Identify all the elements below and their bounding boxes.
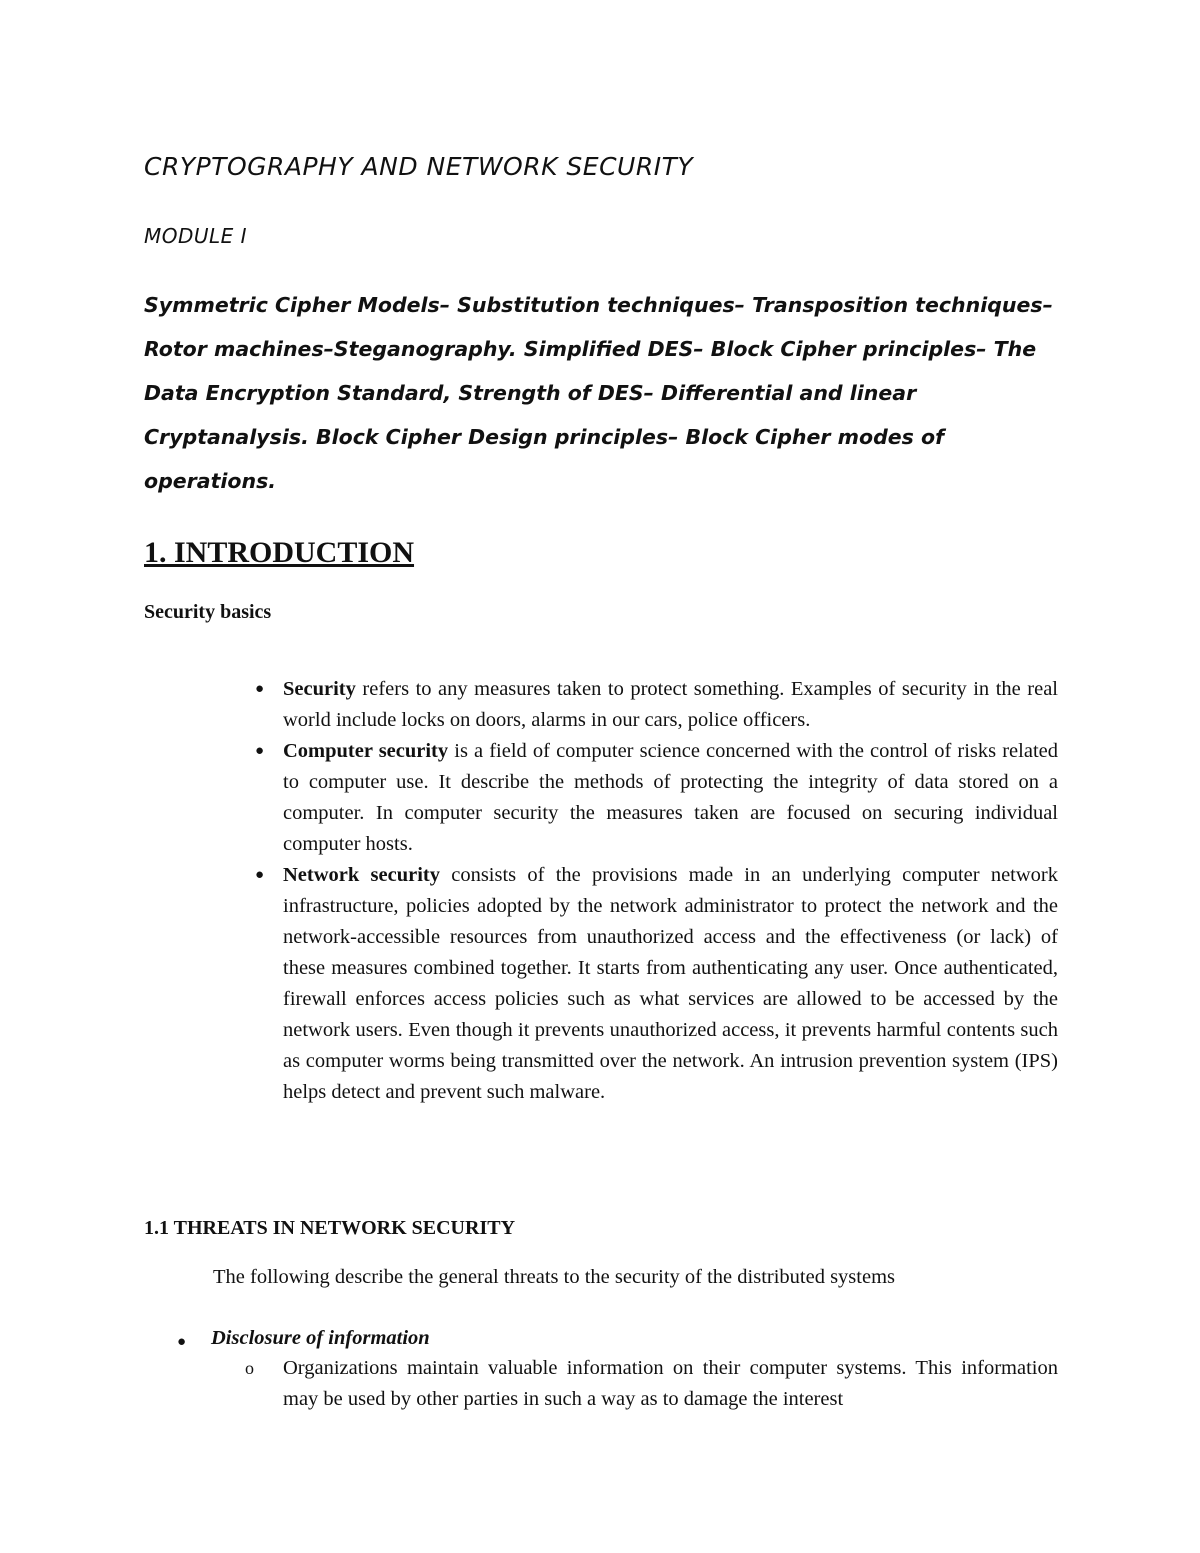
definition-network-security: consists of the provisions made in an underlying computer network infrastructure, policies adopted by the network administrator to protect the network and the network-accessible resources from unauthorized access and the effectiveness (or lack) of these measures combined together. It starts from authenticating any user. Once authenticated, firewall enforces access policies such as what services are allowed to be accessed by the network users. Even though it prevents unauthorized access, it prevents harmful contents such as computer worms being transmitted over the network. An intrusion prevention system (IPS) helps detect and prevent such malware. [283, 864, 1058, 1103]
threat-description: Organizations maintain valuable information on their computer systems. This information may be used by other parties in such a way as to damage the interest [283, 1357, 1058, 1410]
introduction-heading: 1. INTRODUCTION [144, 536, 415, 569]
list-item-computer-security [255, 736, 1058, 860]
threat-subitem [245, 1353, 1058, 1415]
list-item-security [255, 674, 1058, 736]
threat-title: Disclosure of information [211, 1327, 430, 1349]
circle-bullet-icon: o [245, 1358, 254, 1378]
threats-heading: 1.1 THREATS IN NETWORK SECURITY [144, 1217, 516, 1239]
term-computer-security: Computer security [283, 740, 449, 762]
bullet-icon: ● [177, 1334, 187, 1350]
term-network-security: Network security [283, 864, 440, 886]
bullet-icon: ● [255, 743, 265, 759]
threat-item-disclosure [177, 1327, 430, 1350]
security-basics-subheading: Security basics [144, 601, 272, 623]
document-title: CRYPTOGRAPHY AND NETWORK SECURITY [144, 152, 694, 181]
term-security: Security [283, 678, 356, 700]
threats-intro: The following describe the general threats to the security of the distributed systems [213, 1266, 896, 1288]
definition-security: refers to any measures taken to protect something. Examples of security in the real world include locks on doors, alarms in our cars, police officers. [283, 678, 1058, 731]
module-syllabus: Symmetric Cipher Models– Substitution techniques– Transposition techniques– Rotor machines–Steganography. Simplified DES– Block Cipher principles– The Data Encryption Standard, Strength of DES– Differential and linear Cryptanalysis. Block Cipher Design principles– Block Cipher modes of operations. [144, 293, 1053, 493]
bullet-icon: ● [255, 681, 265, 697]
list-item-network-security [255, 860, 1058, 1108]
module-label: MODULE I [144, 224, 248, 248]
definition-computer-security: is a field of computer science concerned with the control of risks related to computer use. It describe the methods of protecting the integrity of data stored on a computer. In computer security the measures taken are focused on securing individual computer hosts. [283, 740, 1058, 855]
bullet-icon: ● [255, 867, 265, 883]
security-basics-list [255, 674, 1058, 1108]
